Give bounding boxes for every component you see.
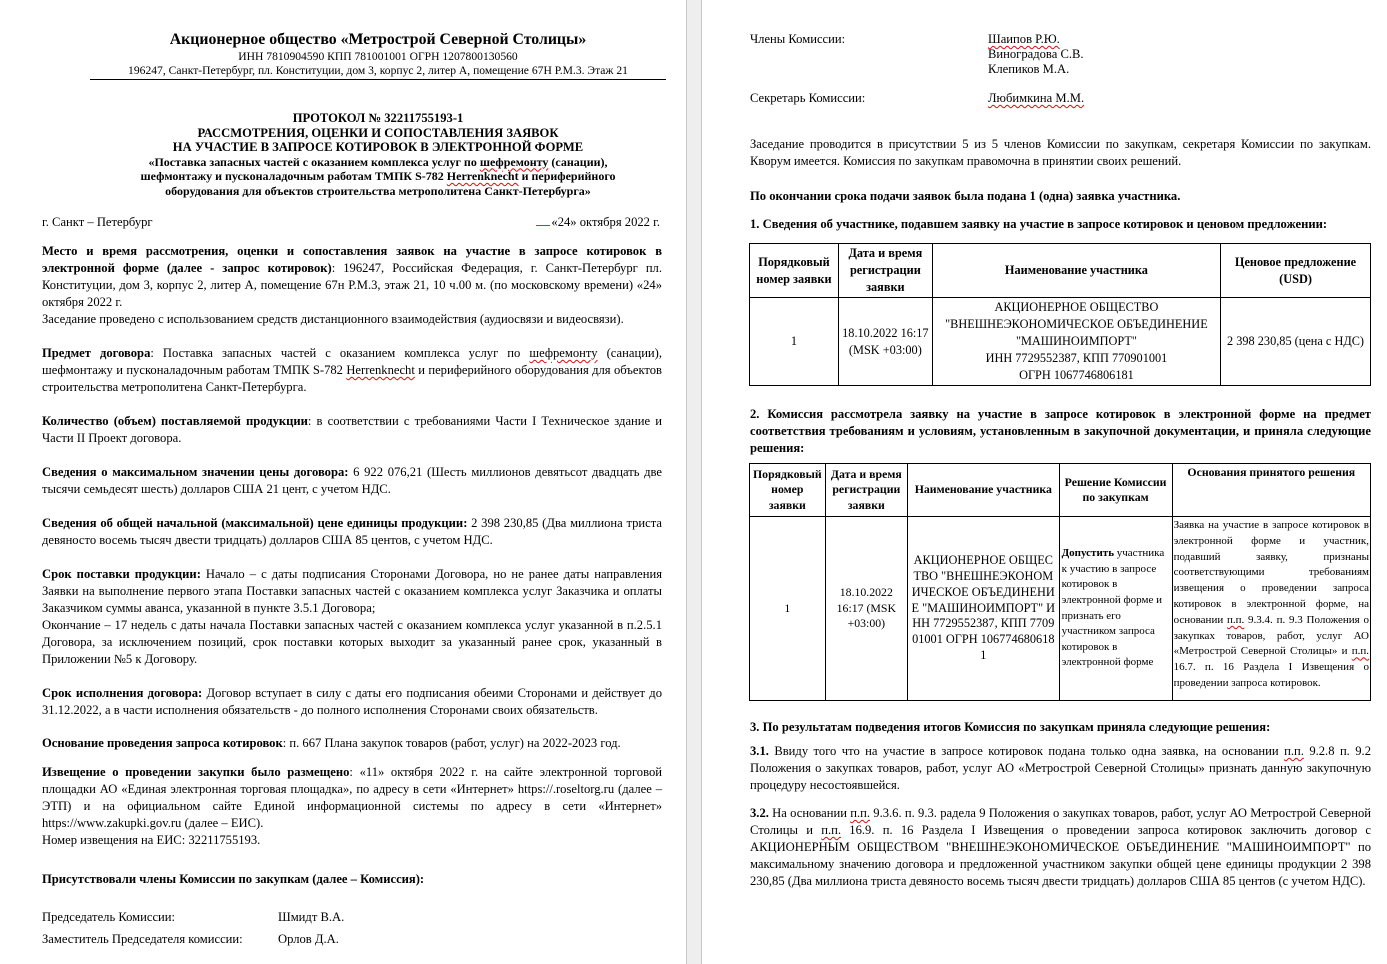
org-address: 196247, Санкт-Петербург, пл. Конституции, дом 3, корпус 2, литер А, помещение 67Н Р.М.3. Этаж 21 <box>90 64 666 80</box>
deputy-label: Заместитель Председателя комиссии: <box>42 932 243 946</box>
participant-name <box>932 298 1220 386</box>
protocol-number: ПРОТОКОЛ № 32211755193-1 <box>292 111 464 125</box>
spellcheck-word: п.п. <box>1227 613 1245 626</box>
section-text: : п. 667 Плана закупок товаров (работ, услуг) на 2022-2023 год. <box>282 736 621 750</box>
section-label: Количество (объем) поставляемой продукции <box>42 414 308 428</box>
section-text: : в соответствии с требованиями Части I Техническое здание и Части II Проект договора. <box>42 414 662 445</box>
section-note: Заседание проведено с использованием средств дистанционного взаимодействия (аудиосвязи и видеосвязи). <box>42 312 624 326</box>
section-basis <box>42 735 662 752</box>
clause-number: 3.1. <box>750 744 769 758</box>
table-header-row <box>750 464 1371 517</box>
section-text: Окончание – 17 недель с даты начала Поставки запасных частей с оказанием комплекса услуг указанной в п.2.5.1 Договора, за исключением позиций, срок поставки которых выходит за указанный ранее срок, указанный в Приложении №5 к Договору. <box>42 618 662 666</box>
column-header: Основания принятого решения <box>1172 464 1370 517</box>
clause-text: На основании <box>768 806 851 820</box>
section-text: и периферийного оборудования для объектов строительства метрополитена Санкт-Петербурга. <box>42 363 662 394</box>
registration-date: 18.10.2022 16:17 (MSK +03:00) <box>825 517 907 701</box>
place: г. Санкт – Петербург <box>42 215 153 229</box>
protocol-title-line: РАССМОТРЕНИЯ, ОЦЕНКИ И СОПОСТАВЛЕНИЯ ЗАЯВОК <box>197 125 559 140</box>
org-name: Акционерное общество «Метрострой Северной Столицы» <box>169 31 587 48</box>
section-text: 6 922 076,21 (Шесть миллионов девятьсот двадцать две тысячи семьдесят шесть) долларов США 21 цент, с учетом НДС. <box>42 465 662 496</box>
section-label: Сведения об общей начальной (максимальной) цене единицы продукции: <box>42 516 468 530</box>
commission-decision <box>1059 517 1172 701</box>
chair-label: Председатель Комиссии: <box>42 910 176 924</box>
protocol-title-line: НА УЧАСТИЕ В ЗАПРОСЕ КОТИРОВОК В ЭЛЕКТРОННОЙ ФОРМЕ <box>172 140 584 154</box>
clause-text: Ввиду того что на участие в запросе котировок подана только одна заявка, на основании <box>768 744 1285 758</box>
clause-number: 3.2. <box>750 806 769 820</box>
chair-name: Шмидт В.А. <box>278 910 345 924</box>
spellcheck-word: п.п. <box>1284 744 1304 758</box>
section-label: Сведения о максимальном значении цены договора: <box>42 465 349 479</box>
section-unit-price <box>42 515 662 549</box>
section-text: Договор вступает в силу с даты его подписания обеими Сторонами и действует до 31.12.2022, а в части исполнения обязательств - до полного исполнения Сторонами своих обязательств. <box>42 686 662 717</box>
column-header: Дата и время регистрации заявки <box>838 244 932 298</box>
section-term <box>42 685 662 719</box>
decision-table <box>749 463 1371 701</box>
text: (санации), <box>548 154 608 169</box>
spellcheck-word: шефремонту <box>529 346 598 360</box>
section-text: : 196247, Российская Федерация, г. Санкт-Петербург пл. Конституции, дом 3, корпус 2, литер А, помещение 67н Р.М.3, этаж 21, 10 ч.00 м. (по московскому времени) «24» октября 2022 г. <box>42 261 662 309</box>
section-max-price <box>42 464 662 498</box>
participant-name-line: "ВНЕШНЕЭКОНОМИЧЕСКОЕ ОБЪЕДИНЕНИЕ <box>945 317 1208 331</box>
date-text: «24» октября 2022 г. <box>551 215 660 229</box>
org-ids: ИНН 7810904590 КПП 781001001 ОГРН 1207800130560 <box>238 50 518 63</box>
text: и периферийного <box>518 169 616 183</box>
page-separator <box>686 0 702 964</box>
participant-name-line: "МАШИНОИМПОРТ" <box>1015 334 1137 348</box>
section-text: : Поставка запасных частей с оказанием комплекса услуг по <box>150 346 530 360</box>
decision-text: участника к участию в запросе котировок в электронной форме и признать его участником запроса котировок в электронной форме <box>1061 547 1165 669</box>
section-delivery <box>42 566 662 668</box>
application-number: 1 <box>750 517 826 701</box>
participant-name: АКЦИОНЕРНОЕ ОБЩЕСТВО "ВНЕШНЕЭКОНОМИЧЕСКОЕ ОБЪЕДИНЕНИЕ "МАШИНОИМПОРТ" ИНН 7729552387, КПП 770901001 ОГРН 1067746806181 <box>908 517 1060 701</box>
clause-text: 16.9. п. 16 Раздела I Извещения о проведении запроса котировок заключить договор с АКЦИОНЕРНЫМ ОБЩЕСТВОМ "ВНЕШНЕЭКОНОМИЧЕСКОЕ ОБЪЕДИНЕНИЕ "МАШИНОИМПОРТ" по максимальному значению договора и предложенной участником закупки общей цене единицы продукции 2 398 230,85 (Два миллиона триста девяносто восемь тысяч двести тридцать) долларов США 85 центов (с учетом НДС). <box>750 823 1372 888</box>
section-subject <box>42 345 662 396</box>
quorum-text: Заседание проводится в присутствии 5 из 5 членов Комиссии по закупкам, секретаря Комиссии по закупкам. Кворум имеется. Комиссия по закупкам правомочна в принятии своих решений. <box>750 137 1371 168</box>
section-label: Место и время рассмотрения, оценки и сопоставления заявок на участие в запросе котировок в электронной форме (далее - запрос котировок) <box>42 244 662 275</box>
column-header: Порядковый номер заявки <box>750 244 839 298</box>
price-offer: 2 398 230,85 (цена с НДС) <box>1221 298 1371 386</box>
document-page-2 <box>702 0 1387 964</box>
spellcheck-word: п.п. <box>1351 645 1369 658</box>
procurement-subject: оборудования для объектов строительства метрополитена Санкт-Петербурга» <box>165 183 591 198</box>
section-quantity <box>42 413 662 447</box>
decision-basis <box>1172 517 1370 701</box>
basis-text: 16.7. п. 16 Раздела I Извещения о проведении запроса котировок. <box>1173 661 1369 689</box>
basis-text: Заявка на участие в запросе котировок в электронной форме и участник, подавший заявку, признаны соответствующими требованиям извещения о проведении запроса котировок в электронной форме, на основании <box>1173 519 1369 626</box>
submitted-text: По окончании срока подачи заявок была подана 1 (одна) заявка участника. <box>750 189 1181 203</box>
secretary-name: Любимкина М.М. <box>988 91 1085 105</box>
clause-text: 9.2.8 п. 9.2 Положения о закупках товаров, работ, услуг АО «Метрострой Северной Столицы» признать данную закупочную процедуру несостоявшейся. <box>750 744 1372 792</box>
deputy-row <box>42 932 339 947</box>
section-label: Предмет договора <box>42 346 151 360</box>
spellcheck-word: Herrenknecht <box>446 169 519 183</box>
section-label: Срок исполнения договора: <box>42 686 203 700</box>
decision-3-2 <box>750 805 1371 890</box>
protocol-title <box>60 111 686 198</box>
column-header: Наименование участника <box>908 464 1060 517</box>
section-1-heading: 1. Сведения об участнике, подавшем заявку на участие в запросе котировок и ценовом предложении: <box>750 217 1328 231</box>
section-3-heading: 3. По результатам подведения итогов Комиссия по закупкам приняла следующие решения: <box>750 720 1271 734</box>
column-header: Дата и время регистрации заявки <box>825 464 907 517</box>
date <box>536 215 660 230</box>
application-number: 1 <box>750 298 839 386</box>
spellcheck-word: шефремонту <box>479 154 549 169</box>
members-list <box>988 32 1084 76</box>
column-header: Решение Комиссии по закупкам <box>1059 464 1172 517</box>
table-header-row <box>750 244 1371 298</box>
notice-number: Номер извещения на ЕИС: 32211755193. <box>42 833 261 847</box>
table-row <box>750 517 1371 701</box>
section-notice <box>42 764 662 849</box>
participant-ogrn: ОГРН 1067746806181 <box>1019 368 1134 382</box>
registration-date: 18.10.2022 16:17 (MSK +03:00) <box>838 298 932 386</box>
attendance-heading: Присутствовали члены Комиссии по закупкам (далее – Комиссия): <box>42 872 425 886</box>
section-text: : «11» октября 2022 г. на сайте электронной торговой площадки АО «Единая электронная торговая площадка», по адресу в сети «Интернет» https://.roseltorg.ru (далее – ЭТП) и на официальном сайте Единой информационной системы по адресу в сети «Интернет» https://www.zakupki.gov.ru (далее – ЕИС). <box>42 765 662 830</box>
column-header: Ценовое предложение (USD) <box>1221 244 1371 298</box>
section-text: 2 398 230,85 (Два миллиона триста девяносто восемь тысяч двести тридцать) долларов США 85 центов, с учетом НДС. <box>42 516 662 547</box>
document-page-1 <box>0 0 686 964</box>
basis-text: 9.3.4. п. 9.3 Положения о закупках товаров, работ, услуг АО «Метрострой Северной Столицы» и <box>1173 613 1369 658</box>
member-name: Клепиков М.А. <box>988 61 1070 76</box>
column-header: Наименование участника <box>932 244 1220 298</box>
section-label: Основание проведения запроса котировок <box>42 736 283 750</box>
procurement-subject <box>60 169 686 184</box>
spellcheck-word: Herrenknecht <box>346 363 415 377</box>
decision-verb: Допустить <box>1061 547 1115 560</box>
text: «Поставка запасных частей с оказанием комплекса услуг по <box>148 154 480 169</box>
section-text: Начало – с даты подписания Сторонами Договора, но не ранее даты направления Заявки на выполнение первого этапа Поставки запасных частей с оказанием комплекса услуг Заказчика и оплаты Заказчиком суммы аванса, указанной в пункте 3.5.1 Договора; <box>42 567 662 615</box>
section-label: Извещение о проведении закупки было размещено <box>42 765 350 779</box>
section-venue <box>42 243 662 328</box>
table-row <box>750 298 1371 386</box>
section-2-heading: 2. Комиссия рассмотрела заявку на участие в запросе котировок в электронной форме на предмет соответствия требованиям и условиям, установленным в закупочной документации, и приняла следующие решения: <box>750 407 1371 455</box>
members-label: Члены Комиссии: <box>750 32 846 46</box>
secretary-label: Секретарь Комиссии: <box>750 91 866 105</box>
text: шефмонтажу и пусконаладочным работам ТМПК S-782 <box>140 169 447 183</box>
deputy-name: Орлов Д.А. <box>278 932 339 946</box>
participant-name-line: АКЦИОНЕРНОЕ ОБЩЕСТВО <box>994 300 1159 314</box>
member-name: Шаипов Р.Ю. <box>988 32 1060 46</box>
underline-mark <box>536 216 550 226</box>
procurement-subject <box>60 155 686 170</box>
spellcheck-word: п.п. <box>821 823 841 837</box>
section-label: Срок поставки продукции: <box>42 567 201 581</box>
participant-ids: ИНН 7729552387, КПП 770901001 <box>985 351 1168 365</box>
column-header: Порядковый номер заявки <box>750 464 826 517</box>
member-name: Виноградова С.В. <box>988 46 1084 61</box>
decision-3-1 <box>750 743 1371 794</box>
chair-row <box>42 910 344 925</box>
spellcheck-word: п.п. <box>850 806 870 820</box>
section-text: (санации), шефмонтажу и пусконаладочным работам ТМПК S-782 <box>42 346 663 377</box>
participant-table <box>749 243 1371 386</box>
clause-text: 9.3.6. п. 9.3. радела 9 Положения о закупках товаров, работ, услуг АО Метрострой Северной Столицы и <box>750 806 1371 837</box>
